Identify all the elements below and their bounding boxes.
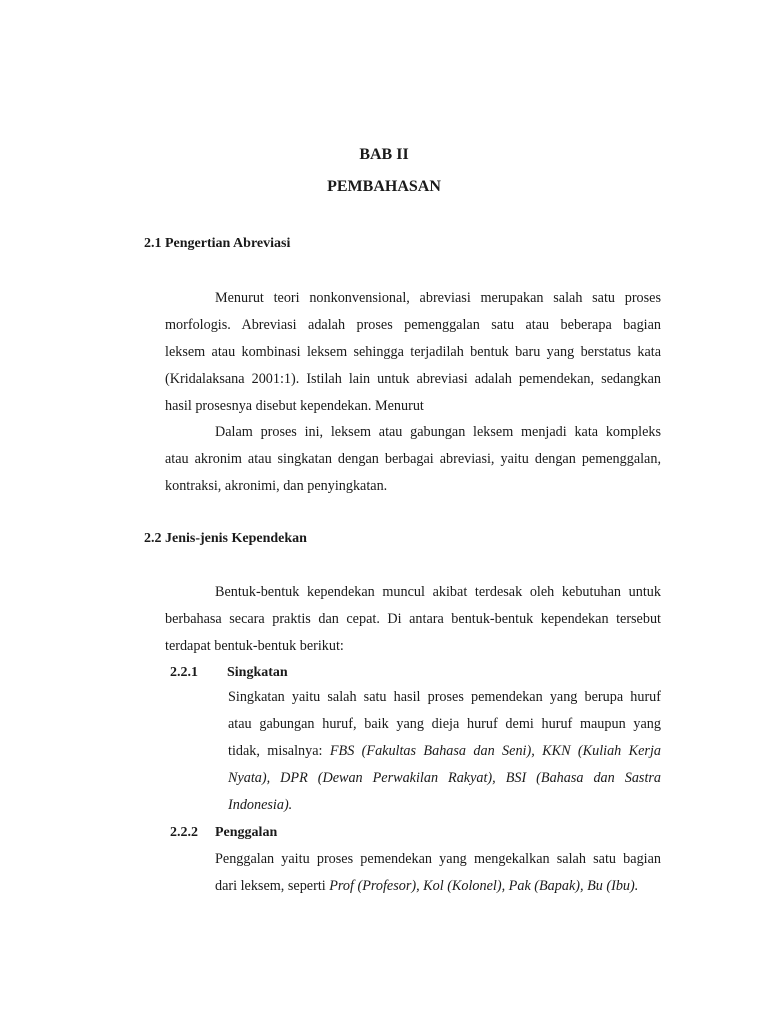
section-heading-2-1: 2.1 Pengertian Abreviasi [144,236,291,251]
paragraph-line: Menurut teori nonkonvensional, abreviasi merupakan salah satu proses [215,290,661,306]
subsection-number-2-2-1: 2.2.1 [170,665,198,680]
example-italic: FBS (Fakultas Bahasa dan Seni), KKN (Kuliah Kerja [329,743,661,759]
paragraph-line: terdapat bentuk-bentuk berikut: [165,638,344,654]
paragraph-line [228,797,292,814]
paragraph-line: Singkatan yaitu salah satu hasil proses pemendekan yang berupa huruf [228,689,661,705]
paragraph-line: kontraksi, akronimi, dan penyingkatan. [165,478,388,494]
chapter-title: PEMBAHASAN [327,178,441,195]
paragraph-line: (Kridalaksana 2001:1). Istilah lain untuk abreviasi adalah pemendekan, sedangkan [165,371,661,387]
paragraph-line [228,743,661,760]
example-italic: Indonesia). [228,797,293,813]
subsection-title-penggalan: Penggalan [215,825,278,840]
paragraph-line: atau gabungan huruf, baik yang dieja huruf demi huruf maupun yang [228,716,661,732]
chapter-number: BAB II [359,146,409,163]
paragraph-line [228,770,661,787]
section-heading-2-2: 2.2 Jenis-jenis Kependekan [144,531,307,546]
paragraph-line: Bentuk-bentuk kependekan muncul akibat terdesak oleh kebutuhan untuk [215,584,661,600]
subsection-number-2-2-2: 2.2.2 [170,825,198,840]
paragraph-line: hasil prosesnya disebut kependekan. Menurut [165,398,424,414]
paragraph-line: berbahasa secara praktis dan cepat. Di antara bentuk-bentuk kependekan tersebut [165,611,661,627]
paragraph-line: atau akronim atau singkatan dengan berbagai abreviasi, yaitu dengan pemenggalan, [165,451,661,467]
paragraph-line [215,878,638,895]
paragraph-line: leksem atau kombinasi leksem sehingga terjadilah bentuk baru yang berstatus kata [165,344,661,360]
example-italic: Prof (Profesor), Kol (Kolonel), Pak (Bapak), Bu (Ibu). [329,878,639,894]
subsection-title-singkatan: Singkatan [227,665,288,680]
text-plain: tidak, misalnya: [228,743,330,759]
paragraph-line: morfologis. Abreviasi adalah proses pemenggalan satu atau beberapa bagian [165,317,661,333]
example-italic: Nyata), DPR (Dewan Perwakilan Rakyat), BSI (Bahasa dan Sastra [228,770,661,786]
paragraph-line: Dalam proses ini, leksem atau gabungan leksem menjadi kata kompleks [215,424,661,440]
paragraph-line: Penggalan yaitu proses pemendekan yang mengekalkan salah satu bagian [215,851,661,867]
text-plain: dari leksem, seperti [215,878,330,894]
